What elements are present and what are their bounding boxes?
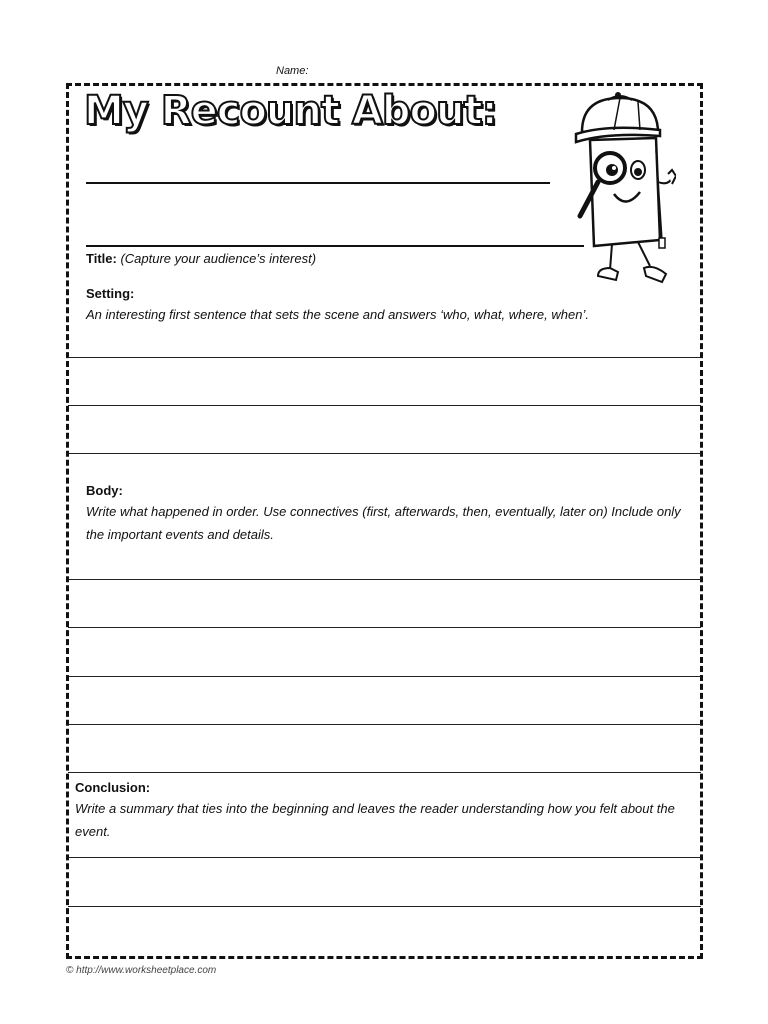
body-write-line-2[interactable] — [68, 627, 701, 628]
page-title: My Recount About: — [84, 88, 497, 134]
body-write-line-5[interactable] — [68, 772, 701, 773]
name-label: Name: — [276, 65, 309, 77]
conclusion-write-line-1[interactable] — [68, 857, 701, 858]
conclusion-write-line-2[interactable] — [68, 906, 701, 907]
title-field-row — [86, 251, 316, 266]
conclusion-label: Conclusion: — [75, 780, 151, 795]
title-write-line-2[interactable] — [86, 245, 584, 247]
setting-write-line-2[interactable] — [68, 405, 701, 406]
setting-hint: An interesting first sentence that sets the scene and answers ‘who, what, where, when’. — [86, 307, 589, 322]
title-field-hint: (Capture your audience’s interest) — [120, 251, 317, 266]
copyright-text: © http://www.worksheetplace.com — [66, 965, 217, 976]
setting-label: Setting: — [86, 286, 135, 301]
title-write-line-1[interactable] — [86, 182, 550, 184]
body-hint: Write what happened in order. Use connectives (first, afterwards, then, eventually, later on) Include only the important events and details. — [86, 504, 681, 542]
body-write-line-3[interactable] — [68, 676, 701, 677]
body-label: Body: — [86, 483, 123, 498]
conclusion-hint: Write a summary that ties into the beginning and leaves the reader understanding how you felt about the event. — [75, 801, 675, 839]
setting-write-line-3[interactable] — [68, 453, 701, 454]
detective-mascot-icon — [568, 90, 676, 290]
body-write-line-1[interactable] — [68, 579, 701, 580]
title-field-label: Title: — [86, 251, 117, 266]
setting-write-line-1[interactable] — [68, 357, 701, 358]
body-write-line-4[interactable] — [68, 724, 701, 725]
